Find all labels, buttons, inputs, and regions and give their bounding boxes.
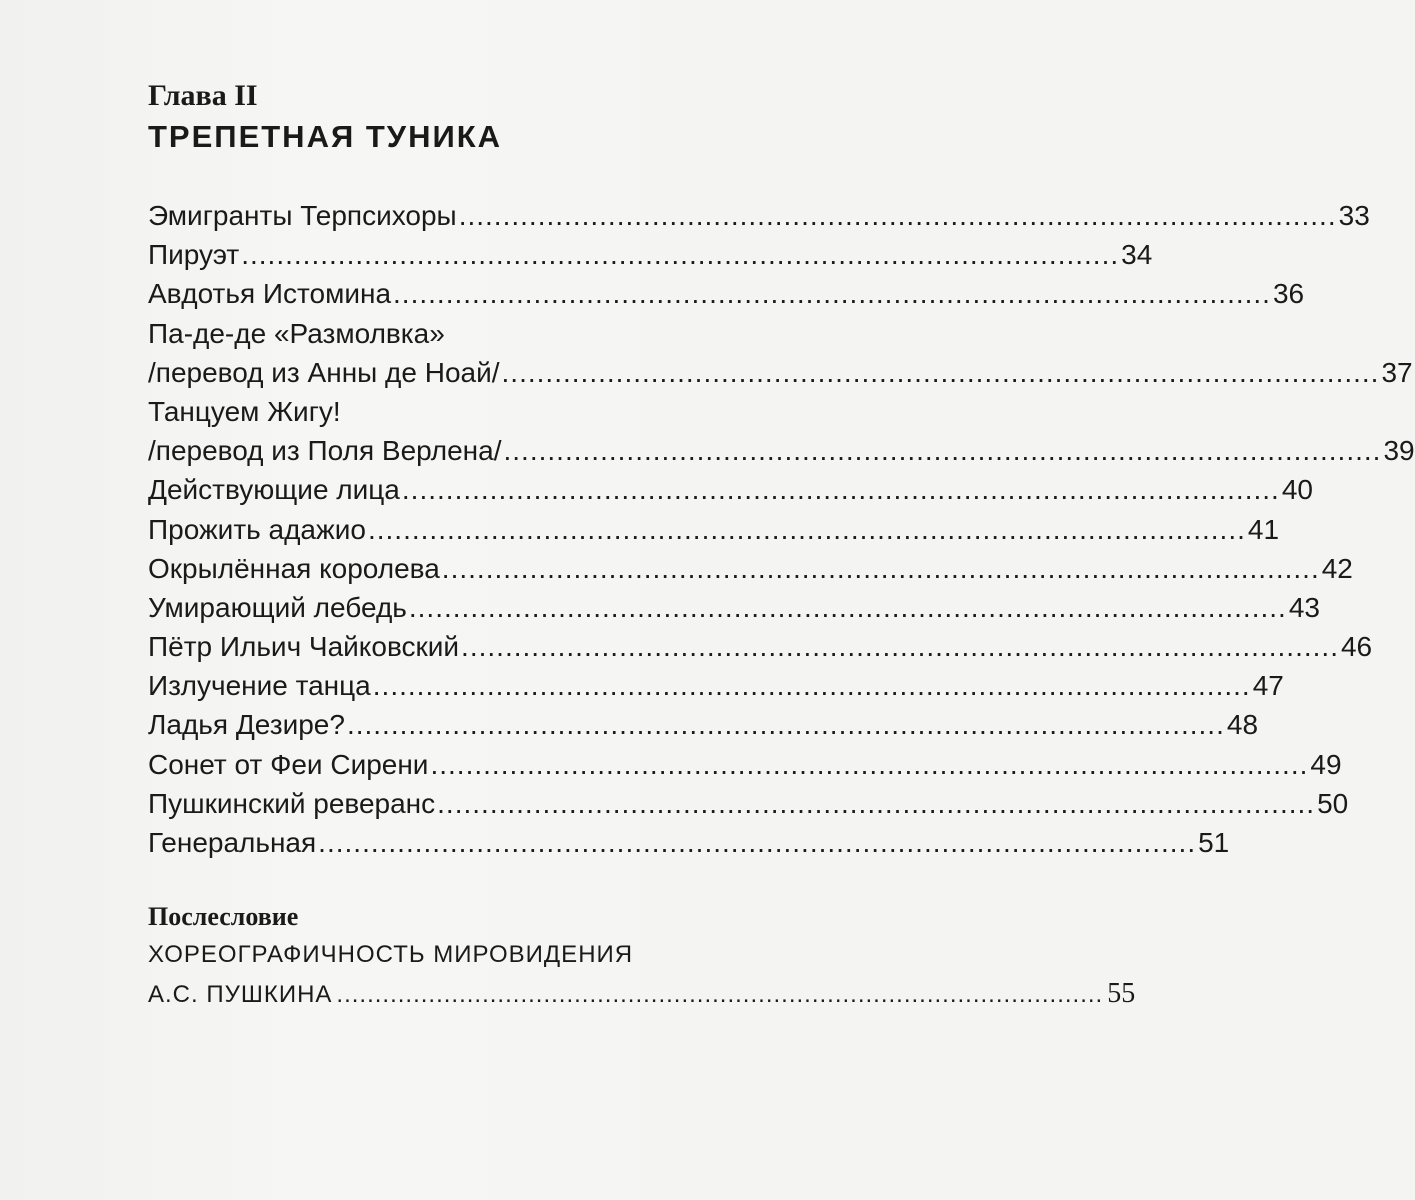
afterword-title-line2 xyxy=(148,976,1136,1013)
toc-leader-dots: .................................................................................................... xyxy=(441,552,1320,584)
toc-leader-dots: .................................................................................................... xyxy=(437,787,1316,819)
toc-leader-dots: .................................................................................................... xyxy=(393,278,1271,310)
toc-entry-title: /перевод из Анны де Ноай/ xyxy=(148,356,500,388)
toc-entry-page: 47 xyxy=(1252,670,1284,702)
toc-leader-dots: .................................................................................................... xyxy=(241,239,1120,271)
toc-entry xyxy=(148,274,1305,313)
toc-leader-dots: .................................................................................................... xyxy=(501,356,1380,388)
afterword-page: 55 xyxy=(1107,978,1136,1009)
toc-leader-dots: .................................................................................................... xyxy=(346,709,1225,741)
toc-entry-page: 34 xyxy=(1121,239,1153,271)
toc-entry xyxy=(148,705,1259,744)
toc-entry-page: 41 xyxy=(1247,513,1280,545)
toc-entry xyxy=(148,745,1342,784)
toc-entry-page: 39 xyxy=(1383,435,1415,467)
toc-leader-dots: .................................................................................................... xyxy=(503,435,1382,467)
toc-entry-title: Эмигранты Терпсихоры xyxy=(148,200,457,231)
toc-entry xyxy=(148,549,1353,588)
toc-entry xyxy=(148,196,1370,235)
toc-entry-page: 51 xyxy=(1198,827,1230,858)
toc-entry xyxy=(148,666,1284,705)
toc-entry-title: Па-де-де «Размолвка» xyxy=(148,317,445,349)
toc-entry xyxy=(148,588,1320,627)
toc-entry xyxy=(148,784,1349,823)
toc-entry xyxy=(148,627,1373,666)
toc-leader-dots: .................................................................................................... xyxy=(461,631,1339,663)
toc-leader-dots: .................................................................................................... xyxy=(336,981,1104,1008)
chapter-label: Глава II xyxy=(148,79,258,112)
toc-entry-title: Окрылённая королева xyxy=(148,552,440,584)
toc-entry-page: 43 xyxy=(1288,591,1320,623)
toc-entry-title: Генеральная xyxy=(148,827,317,858)
toc-entry xyxy=(148,235,1153,274)
toc-entry xyxy=(148,314,738,353)
toc-entry-page: 33 xyxy=(1338,200,1370,231)
toc-entry-title: Авдотья Истомина xyxy=(148,278,392,310)
toc-entry-title: Пируэт xyxy=(148,239,240,271)
toc-entry-page: 50 xyxy=(1317,787,1349,819)
toc-entry xyxy=(148,470,1313,509)
afterword-title-line2-text: А.С. ПУШКИНА xyxy=(148,981,333,1008)
toc-entry-page: 36 xyxy=(1272,278,1305,310)
toc-leader-dots: .................................................................................................... xyxy=(401,474,1280,506)
toc-entry-title: Танцуем Жигу! xyxy=(148,395,341,427)
toc-entry-title: Ладья Дезире? xyxy=(148,709,345,741)
toc-entry-page: 42 xyxy=(1321,552,1353,584)
toc-entry xyxy=(148,431,1415,470)
toc-leader-dots: .................................................................................................... xyxy=(408,591,1287,623)
toc-entry-page: 37 xyxy=(1381,356,1413,388)
toc-leader-dots: .................................................................................................... xyxy=(430,748,1309,780)
toc-leader-dots: .................................................................................................... xyxy=(367,513,1246,545)
toc-entry-page: 49 xyxy=(1310,748,1342,780)
chapter-title: ТРЕПЕТНАЯ ТУНИКА xyxy=(148,119,503,154)
toc-entry-page: 48 xyxy=(1226,709,1259,741)
toc-entry-title: Умирающий лебедь xyxy=(148,591,407,623)
toc-entry-title: Пётр Ильич Чайковский xyxy=(148,631,460,663)
toc-entry-title: Прожить адажио xyxy=(148,513,366,545)
toc-entry-title: Сонет от Феи Сирени xyxy=(148,748,429,780)
afterword-title-line1: ХОРЕОГРАФИЧНОСТЬ МИРОВИДЕНИЯ xyxy=(148,941,634,968)
toc-entry-title: Действующие лица xyxy=(148,474,400,506)
table-of-contents xyxy=(148,196,1415,862)
toc-entry-page: 46 xyxy=(1340,631,1373,663)
toc-entry xyxy=(148,353,1413,392)
toc-leader-dots: .................................................................................................... xyxy=(372,670,1251,702)
toc-entry-title: Излучение танца xyxy=(148,670,371,702)
afterword-label: Послесловие xyxy=(148,902,299,931)
toc-leader-dots: .................................................................................................... xyxy=(458,200,1337,231)
toc-entry xyxy=(148,392,738,431)
toc-leader-dots: .................................................................................................... xyxy=(318,827,1197,858)
toc-entry-title: /перевод из Поля Верлена/ xyxy=(148,435,502,467)
toc-entry-page: 40 xyxy=(1281,474,1313,506)
toc-entry-title: Пушкинский реверанс xyxy=(148,787,436,819)
toc-entry xyxy=(148,823,1230,862)
toc-entry xyxy=(148,510,1280,549)
